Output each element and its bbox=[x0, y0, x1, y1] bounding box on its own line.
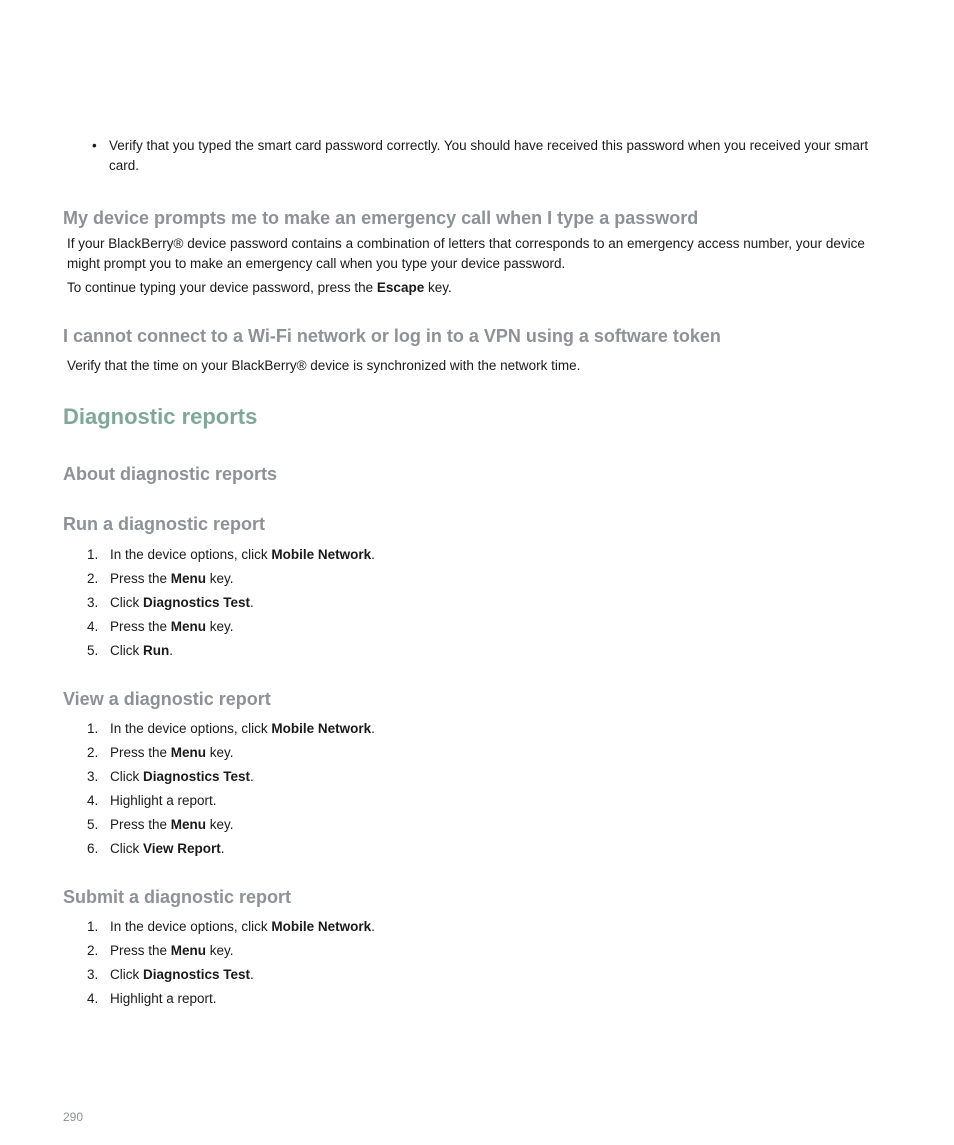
step-ui-label: Mobile Network bbox=[271, 721, 372, 736]
step-text: Click bbox=[110, 643, 143, 658]
step-item bbox=[87, 641, 173, 661]
step-text-suffix: key. bbox=[206, 943, 234, 958]
step-number: 1. bbox=[87, 547, 99, 562]
step-text: In the device options, click bbox=[110, 547, 272, 562]
step-number: 3. bbox=[87, 769, 99, 784]
step-item bbox=[87, 617, 234, 637]
step-text: Click bbox=[110, 967, 143, 982]
step-text: Click bbox=[110, 769, 143, 784]
step-text-suffix: . bbox=[169, 643, 174, 658]
page-number: 290 bbox=[63, 1110, 84, 1124]
step-item bbox=[87, 941, 234, 961]
step-text: Highlight a report. bbox=[110, 991, 217, 1006]
step-item bbox=[87, 791, 217, 811]
heading-submit-diagnostic-report: Submit a diagnostic report bbox=[63, 887, 292, 907]
heading-emergency-call: My device prompts me to make an emergency call when I type a password bbox=[63, 208, 699, 228]
step-text: Click bbox=[110, 595, 143, 610]
step-text-suffix: . bbox=[250, 595, 254, 610]
step-item bbox=[87, 917, 375, 937]
step-number: 3. bbox=[87, 595, 99, 610]
step-text-suffix: . bbox=[371, 919, 375, 934]
step-number: 5. bbox=[87, 817, 99, 832]
step-text-suffix: . bbox=[250, 769, 254, 784]
heading-diagnostic-reports: Diagnostic reports bbox=[63, 404, 258, 429]
step-ui-label: Menu bbox=[170, 745, 207, 760]
step-number: 4. bbox=[87, 793, 99, 808]
step-number: 6. bbox=[87, 841, 99, 856]
heading-run-diagnostic-report: Run a diagnostic report bbox=[63, 514, 266, 534]
escape-key-label: Escape bbox=[376, 280, 425, 295]
escape-suffix: key. bbox=[424, 280, 452, 295]
step-number: 4. bbox=[87, 619, 99, 634]
step-number: 4. bbox=[87, 991, 99, 1006]
step-text: In the device options, click bbox=[110, 919, 272, 934]
step-ui-label: Mobile Network bbox=[271, 919, 372, 934]
step-text-suffix: key. bbox=[206, 817, 234, 832]
step-ui-label: Diagnostics Test bbox=[143, 967, 251, 982]
step-item bbox=[87, 839, 225, 859]
step-number: 3. bbox=[87, 967, 99, 982]
step-item bbox=[87, 545, 375, 565]
heading-about-diagnostic-reports: About diagnostic reports bbox=[63, 464, 278, 484]
step-text-suffix: . bbox=[220, 841, 225, 856]
escape-prefix: To continue typing your device password, press the bbox=[67, 280, 377, 295]
step-text-suffix: . bbox=[371, 547, 375, 562]
step-ui-label: Diagnostics Test bbox=[143, 769, 251, 784]
heading-wifi-vpn: I cannot connect to a Wi-Fi network or log in to a VPN using a software token bbox=[63, 326, 721, 346]
step-number: 2. bbox=[87, 745, 99, 760]
step-text: Highlight a report. bbox=[110, 793, 217, 808]
step-text: In the device options, click bbox=[110, 721, 272, 736]
step-ui-label: Diagnostics Test bbox=[143, 595, 251, 610]
step-number: 1. bbox=[87, 919, 99, 934]
step-text-suffix: key. bbox=[206, 619, 234, 634]
step-item bbox=[87, 767, 254, 787]
intro-bullet-text: Verify that you typed the smart card password correctly. You should have received this password when you received your smart card. bbox=[109, 138, 869, 173]
step-text-suffix: . bbox=[371, 721, 375, 736]
wifi-paragraph: Verify that the time on your BlackBerry® device is synchronized with the network time. bbox=[67, 358, 581, 373]
step-text: Press the bbox=[110, 571, 171, 586]
step-item bbox=[87, 815, 234, 835]
step-text: Press the bbox=[110, 817, 171, 832]
step-item bbox=[87, 719, 375, 739]
step-ui-label: View Report bbox=[143, 841, 221, 856]
step-text: Press the bbox=[110, 619, 171, 634]
step-ui-label: Menu bbox=[170, 571, 207, 586]
step-text-suffix: . bbox=[250, 967, 254, 982]
emergency-paragraph: If your BlackBerry® device password contains a combination of letters that corresponds to an emergency access number, your device might prompt you to make an emergency call when you type your device password. bbox=[67, 236, 865, 271]
step-ui-label: Menu bbox=[170, 943, 207, 958]
step-number: 5. bbox=[87, 643, 99, 658]
step-text-suffix: key. bbox=[206, 745, 234, 760]
step-text: Press the bbox=[110, 745, 171, 760]
step-ui-label: Menu bbox=[170, 619, 207, 634]
step-ui-label: Mobile Network bbox=[271, 547, 372, 562]
step-text: Click bbox=[110, 841, 143, 856]
heading-view-diagnostic-report: View a diagnostic report bbox=[63, 689, 271, 709]
step-item bbox=[87, 569, 234, 589]
step-ui-label: Menu bbox=[170, 817, 207, 832]
step-text: Press the bbox=[110, 943, 171, 958]
step-item bbox=[87, 593, 254, 613]
step-number: 2. bbox=[87, 943, 99, 958]
bullet-marker: • bbox=[92, 138, 97, 153]
step-item bbox=[87, 965, 254, 985]
step-ui-label: Run bbox=[143, 643, 170, 658]
escape-paragraph bbox=[67, 278, 452, 298]
step-item bbox=[87, 743, 234, 763]
step-number: 2. bbox=[87, 571, 99, 586]
step-item bbox=[87, 989, 217, 1009]
step-number: 1. bbox=[87, 721, 99, 736]
step-text-suffix: key. bbox=[206, 571, 234, 586]
